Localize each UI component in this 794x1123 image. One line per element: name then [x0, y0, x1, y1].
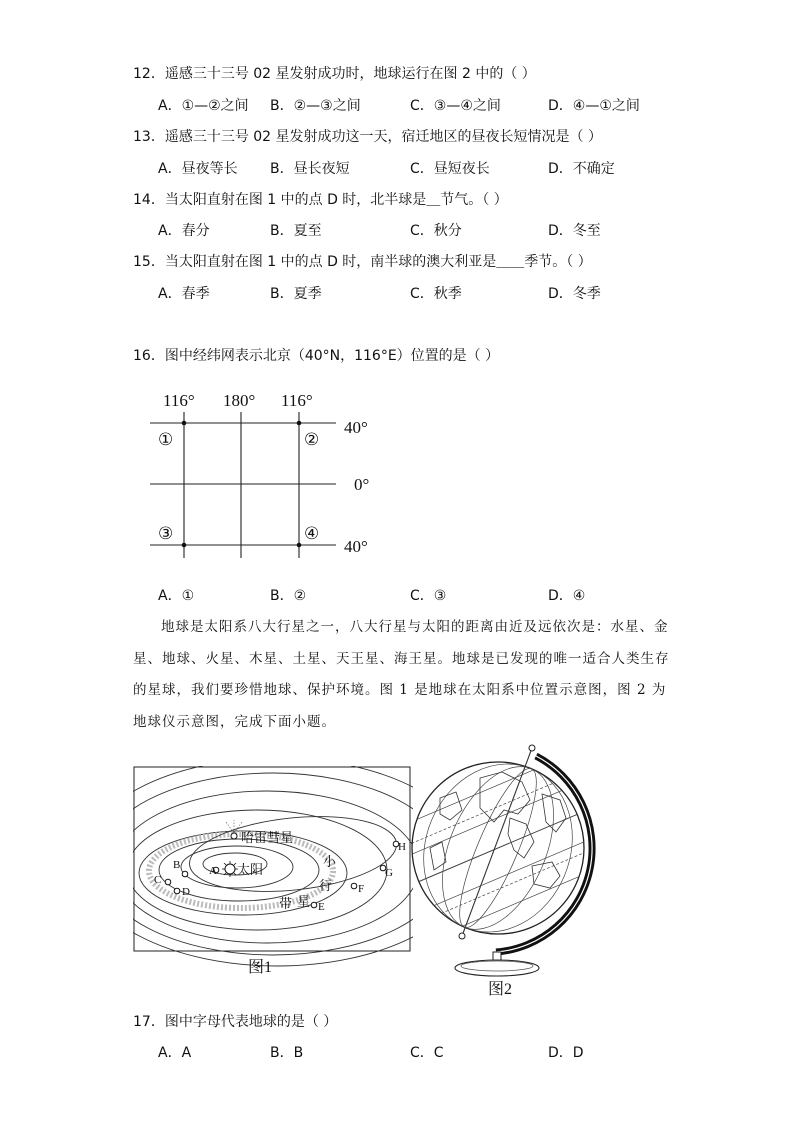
top-label-116-right: 116°	[281, 391, 313, 410]
top-label-180: 180°	[223, 391, 256, 410]
option-c: C．③	[410, 588, 447, 604]
passage-text: 地球是太阳系八大行星之一，八大行星与太阳的距离由近及远依次是：水星、金星、地球、火星、木星、土星、天王星、海王星。地球是已发现的唯一适合人类生存的星球，我们要珍惜地球、保护环境。图 1 是地球在太阳系中位置示意图，图 2 为地球仪示意图，完成下面小题。	[133, 619, 670, 730]
corner-label-4: ④	[304, 524, 320, 543]
point-e-label: E	[318, 901, 325, 913]
question-12-options	[158, 96, 678, 116]
corner-label-3: ③	[158, 524, 174, 543]
option-c: C．昼短夜长	[410, 161, 490, 177]
question-13: 13．遥感三十三号 02 星发射成功这一天，宿迁地区的昼夜长短情况是（ ）	[133, 129, 602, 145]
question-17: 17．图中字母代表地球的是（ ）	[133, 1014, 338, 1030]
option-d: D．不确定	[548, 161, 615, 177]
question-15: 15．当太阳直射在图 1 中的点 D 时，南半球的澳大利亚是＿＿季节。（ ）	[133, 254, 592, 270]
option-d: D．D	[548, 1045, 584, 1061]
option-b: B．B	[270, 1045, 304, 1061]
option-a: A．春季	[158, 286, 210, 302]
question-16: 16．图中经纬网表示北京（40°N，116°E）位置的是（ ）	[133, 348, 500, 364]
option-d: D．冬季	[548, 286, 601, 302]
point-f-dot	[351, 883, 357, 889]
question-15-options	[158, 284, 678, 304]
point-3-dot	[182, 543, 187, 548]
south-pole-knob	[459, 933, 465, 939]
globe-figure	[410, 738, 610, 1000]
point-g-label: G	[385, 867, 393, 879]
question-14: 14．当太阳直射在图 1 中的点 D 时，北半球是＿节气。（ ）	[133, 192, 508, 208]
comet-label: 哈雷彗星	[241, 830, 294, 845]
sun-icon	[222, 861, 238, 877]
point-e-dot	[311, 902, 317, 908]
option-d: D．④—①之间	[548, 98, 640, 114]
top-label-116-left: 116°	[163, 391, 195, 410]
question-13-options	[158, 159, 678, 179]
option-c: C．C	[410, 1045, 444, 1061]
option-a: A．昼夜等长	[158, 161, 238, 177]
point-h-label: H	[398, 841, 406, 853]
point-f-label: F	[358, 883, 365, 895]
option-b: B．昼长夜短	[270, 161, 350, 177]
north-pole-knob	[529, 745, 535, 751]
question-16-options	[158, 586, 678, 606]
right-label-equator: 0°	[354, 475, 370, 494]
point-2-dot	[297, 421, 302, 426]
option-b: B．②	[270, 588, 307, 604]
belt-char-2: 行	[319, 878, 333, 893]
option-d: D．冬至	[548, 223, 601, 239]
option-b: B．夏至	[270, 223, 322, 239]
point-d-dot	[174, 888, 180, 894]
option-b: B．夏季	[270, 286, 322, 302]
figure-2-caption: 图2	[488, 981, 513, 998]
option-a: A．A	[158, 1045, 192, 1061]
question-17-options	[158, 1043, 678, 1063]
right-label-40n: 40°	[344, 418, 368, 437]
belt-char-4: 星	[297, 894, 311, 909]
corner-label-2: ②	[304, 430, 320, 449]
figure-1-caption: 图1	[248, 959, 273, 976]
point-a-label: A	[209, 865, 217, 877]
option-c: C．秋分	[410, 223, 462, 239]
belt-char-1: 小	[323, 854, 337, 869]
option-a: A．①	[158, 588, 195, 604]
sun-label: 太阳	[237, 862, 264, 877]
option-d: D．④	[548, 588, 586, 604]
option-a: A．①—②之间	[158, 98, 249, 114]
globe-stand-base	[455, 960, 539, 976]
reading-passage	[133, 612, 673, 738]
option-a: A．春分	[158, 223, 210, 239]
right-label-40s: 40°	[344, 537, 368, 556]
solar-system-figure	[133, 766, 413, 986]
point-b-dot	[182, 871, 188, 877]
option-c: C．秋季	[410, 286, 462, 302]
point-4-dot	[297, 543, 302, 548]
point-d-label: D	[182, 886, 190, 898]
point-c-label: C	[154, 874, 162, 886]
option-c: C．③—④之间	[410, 98, 501, 114]
belt-char-3: 带	[279, 896, 293, 911]
point-1-dot	[182, 421, 187, 426]
lat-long-grid-figure	[140, 382, 390, 564]
question-12: 12．遥感三十三号 02 星发射成功时，地球运行在图 2 中的（ ）	[133, 66, 536, 82]
question-14-options	[158, 221, 678, 241]
option-b: B．②—③之间	[270, 98, 361, 114]
point-b-label: B	[173, 859, 181, 871]
point-c-dot	[165, 879, 171, 885]
corner-label-1: ①	[158, 430, 174, 449]
